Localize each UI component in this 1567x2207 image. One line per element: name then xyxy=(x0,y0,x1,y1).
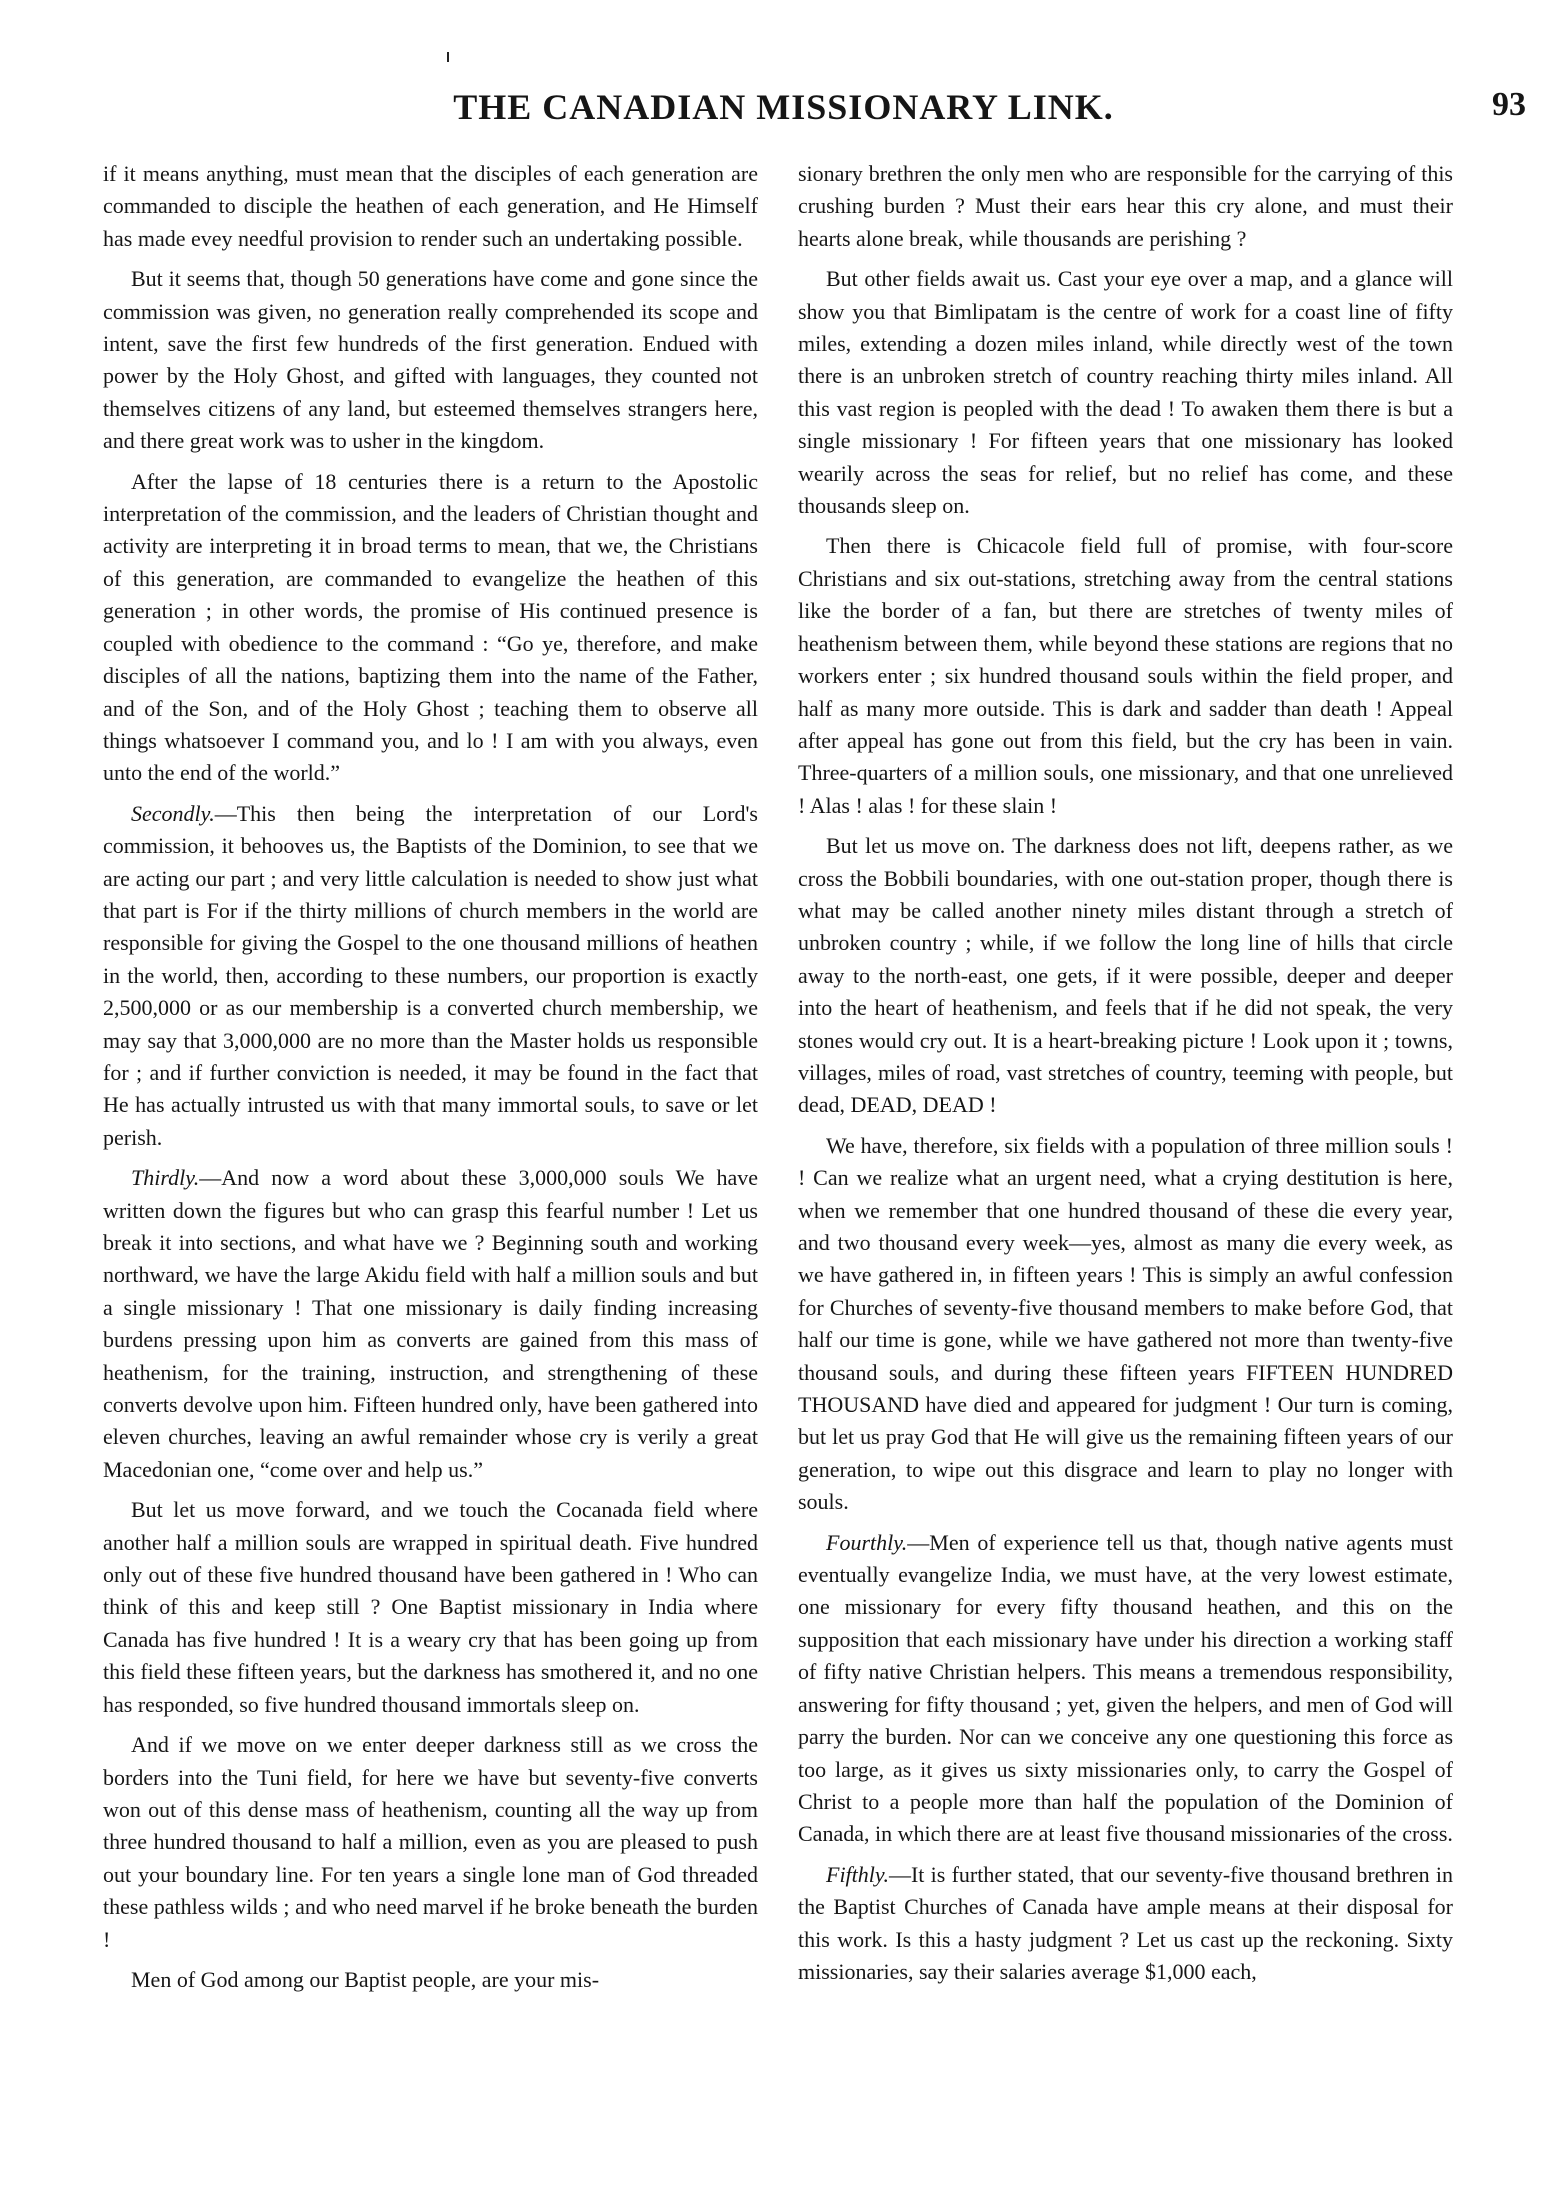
paragraph-text: After the lapse of 18 centuries there is a return to the Apostolic interpretation of the commission, and the leaders of Christian thought and activity are interpreting it in broad terms to mean, that we, the Christians of this generation, are commanded to evangelize the heathen of this generation ; in other words, the promise of His continued presence is coupled with obedience to the command : “Go ye, therefore, and make disciples of all the nations, baptizing them into the name of the Father, and of the Son, and of the Holy Ghost ; teaching them to observe all things whatsoever I command you, and lo ! I am with you always, even unto the end of the world.” xyxy=(103,468,758,786)
section-lead: Fourthly. xyxy=(826,1529,908,1555)
paragraph xyxy=(798,1859,1453,1989)
paragraph-text: And if we move on we enter deeper darkness still as we cross the borders into the Tuni field, for here we have but seventy-five converts won out of this dense mass of heathenism, counting all the way up from three hundred thousand to half a million, even as you are pleased to push out your boundary line. For ten years a single lone man of God threaded these pathless wilds ; and who need marvel if he broke beneath the burden ! xyxy=(103,1732,758,1952)
paragraph xyxy=(103,263,758,457)
paragraph xyxy=(798,830,1453,1122)
paragraph-text: Then there is Chicacole field full of promise, with four-score Christians and six out-stations, stretching away from the central stations like the border of a fan, but there are stretches of twenty miles of heathenism between them, while beyond these stations are regions that no workers enter ; six hundred thousand souls within the field proper, and half as many more outside. This is dark and sadder than death ! Appeal after appeal has gone out from this field, but the cry has been in vain. Three-quarters of a million souls, one missionary, and that one unrelieved ! Alas ! alas ! for these slain ! xyxy=(798,533,1453,818)
masthead-title: THE CANADIAN MISSIONARY LINK. xyxy=(453,87,1114,127)
paragraph-text: —Men of experience tell us that, though native agents must eventually evangelize India, we must have, at the very lowest estimate, one missionary for every fifty thousand heathen, and this on the supposition that each missionary have under his direction a working staff of fifty native Christian helpers. This means a tremendous responsibility, answering for fifty thousand ; yet, given the helpers, and men of God will parry the burden. Nor can we conceive any one questioning this force as too large, as it gives us sixty missionaries only, to carry the Gospel of Christ to a people more than half the population of the Dominion of Canada, in which there are at least five thousand missionaries of the cross. xyxy=(798,1529,1453,1847)
paragraph xyxy=(103,1964,758,1996)
paragraph-text: sionary brethren the only men who are responsible for the carrying of this crushing burden ? Must their ears hear this cry alone, and must their hearts alone break, while thousands are perishing ? xyxy=(798,161,1453,251)
page-header xyxy=(0,86,1567,130)
paragraph-text: —This then being the interpretation of our Lord's commission, it behooves us, the Baptists of the Dominion, to see that we are acting our part ; and very little calculation is needed to show just what that part is For if the thirty millions of church members in the world are responsible for giving the Gospel to the one thousand millions of heathen in the world, then, according to these numbers, our proportion is exactly 2,500,000 or as our membership is a converted church membership, we may say that 3,000,000 are no more than the Master holds us responsible for ; and if further conviction is needed, it may be found in the fact that He has actually intrusted us with that many immortal souls, to save or let perish. xyxy=(103,800,758,1150)
paragraph xyxy=(103,466,758,790)
paragraph xyxy=(103,158,758,255)
paragraph xyxy=(103,798,758,1154)
paragraph-text: We have, therefore, six fields with a population of three million souls ! ! Can we realize what an urgent need, what a crying destitution is here, when we remember that one hundred thousand of these die every year, and two thousand every week—yes, almost as many die every week, as we have gathered in, in fifteen years ! This is simply an awful confession for Churches of seventy-five thousand members to make before God, that half our time is gone, while we have gathered not more than twenty-five thousand souls, and during these fifteen years FIFTEEN HUNDRED THOUSAND have died and appeared for judgment ! Our turn is coming, but let us pray God that He will give us the remaining fifteen years of our generation, to wipe out this disgrace and learn to play no longer with souls. xyxy=(798,1132,1453,1515)
paragraph-text: —And now a word about these 3,000,000 souls We have written down the figures but who can grasp this fearful number ! Let us break it into sections, and what have we ? Beginning south and working northward, we have the large Akidu field with half a million souls and but a single missionary ! That one missionary is daily finding increasing burdens pressing upon him as converts are gained from this mass of heathenism, for the training, instruction, and strengthening of these converts devolve upon him. Fifteen hundred only, have been gathered into eleven churches, leaving an awful remainder whose cry is verily a great Macedonian one, “come over and help us.” xyxy=(103,1165,758,1482)
paragraph-text: But let us move forward, and we touch the Cocanada field where another half a million souls are wrapped in spiritual death. Five hundred only out of these five hundred thousand have been gathered in ! Who can think of this and keep still ? One Baptist missionary in India where Canada has five hundred ! It is a weary cry that has been going up from this field these fifteen years, but the darkness has smothered it, and no one has responded, so five hundred thousand immortals sleep on. xyxy=(103,1497,758,1717)
paragraph-text: Men of God among our Baptist people, are your mis- xyxy=(131,1966,600,1992)
paragraph-text: But it seems that, though 50 generations have come and gone since the commission was given, no generation really comprehended its scope and intent, save the first few hundreds of the first generation. Endued with power by the Holy Ghost, and gifted with languages, they counted not themselves citizens of any land, but esteemed themselves strangers here, and there great work was to usher in the kingdom. xyxy=(103,266,758,454)
section-lead: Secondly. xyxy=(131,800,215,826)
print-mark xyxy=(447,52,449,62)
paragraph xyxy=(798,1130,1453,1519)
left-column xyxy=(103,158,758,2158)
section-lead: Thirdly. xyxy=(131,1165,200,1191)
right-column xyxy=(798,158,1453,2158)
paragraph xyxy=(103,1162,758,1486)
paragraph xyxy=(798,263,1453,522)
section-lead: Fifthly. xyxy=(826,1861,889,1887)
paragraph xyxy=(798,1527,1453,1851)
page-number: 93 xyxy=(1492,86,1526,123)
paragraph-text: But let us move on. The darkness does not lift, deepens rather, as we cross the Bobbili boundaries, with one out-station proper, though there is what may be called another ninety miles distant through a stretch of unbroken country ; while, if we follow the long line of hills that circle away to the north-east, one gets, if it were possible, deeper and deeper into the heart of heathenism, and feels that if he did not speak, the very stones would cry out. It is a heart-breaking picture ! Look upon it ; towns, villages, miles of road, vast stretches of country, teeming with people, but dead, DEAD, DEAD ! xyxy=(798,833,1453,1118)
paragraph xyxy=(798,158,1453,255)
paragraph-text: —It is further stated, that our seventy-five thousand brethren in the Baptist Churches of Canada have ample means at their disposal for this work. Is this a hasty judgment ? Let us cast up the reckoning. Sixty missionaries, say their salaries average $1,000 each, xyxy=(798,1861,1453,1984)
paragraph-text: if it means anything, must mean that the disciples of each generation are commanded to disciple the heathen of each generation, and He Himself has made evey needful provision to render such an undertaking possible. xyxy=(103,161,758,251)
paragraph xyxy=(103,1729,758,1956)
paragraph xyxy=(103,1494,758,1721)
paragraph xyxy=(798,530,1453,822)
paragraph-text: But other fields await us. Cast your eye over a map, and a glance will show you that Bimlipatam is the centre of work for a coast line of fifty miles, extending a dozen miles inland, while directly west of the town there is an unbroken stretch of country reaching thirty miles inland. All this vast region is peopled with the dead ! To awaken them there is but a single missionary ! For fifteen years that one missionary has looked wearily across the seas for relief, but no relief has come, and these thousands sleep on. xyxy=(798,266,1453,519)
